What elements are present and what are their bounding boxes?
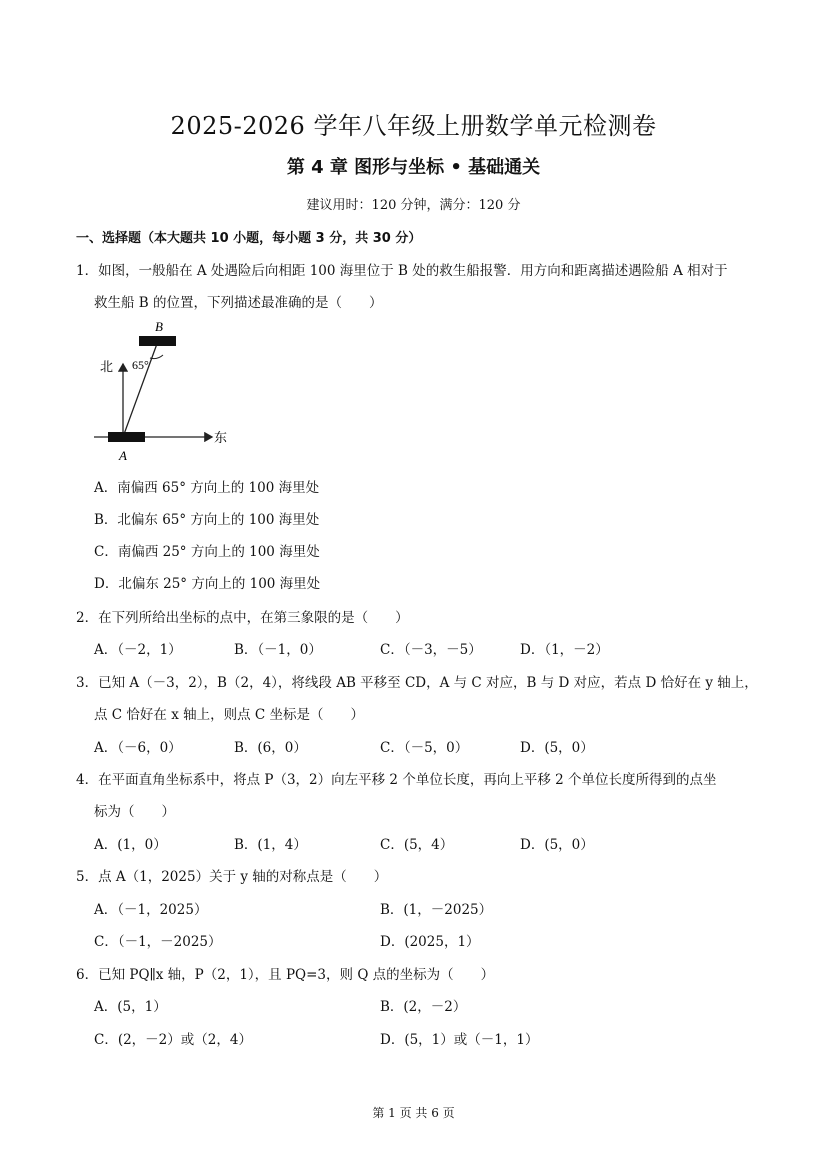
question-5-option-a[interactable]: A．（－1，2025）	[94, 902, 208, 918]
question-3-option-d[interactable]: D．(5，0）	[520, 740, 594, 756]
question-1-option-a[interactable]: A．南偏西 65° 方向上的 100 海里处	[94, 480, 320, 496]
question-3-option-c[interactable]: C．（－5，0）	[380, 740, 469, 756]
question-6-option-b[interactable]: B．(2，－2）	[380, 999, 467, 1015]
ship-b-shape	[139, 336, 176, 346]
label-a: A	[119, 448, 127, 463]
question-6-option-a[interactable]: A．(5，1）	[94, 999, 167, 1015]
question-4-option-a[interactable]: A．(1，0）	[94, 837, 167, 853]
question-6-line-1: 6．已知 PQ∥x 轴，P（2，1），且 PQ=3，则 Q 点的坐标为（ ）	[76, 967, 495, 983]
question-2-option-d[interactable]: D．（1，－2）	[520, 642, 609, 658]
ship-a-shape	[108, 432, 145, 442]
exam-meta: 建议用时：120 分钟，满分：120 分	[306, 198, 521, 213]
question-4-option-c[interactable]: C．(5，4）	[380, 837, 454, 853]
question-6-option-c[interactable]: C．(2，－2）或（2，4）	[94, 1032, 252, 1048]
compass-direction-figure	[86, 318, 236, 468]
question-5-option-b[interactable]: B．(1，－2025）	[380, 902, 493, 918]
question-3-option-b[interactable]: B．(6，0）	[234, 740, 307, 756]
question-1-option-d[interactable]: D．北偏东 25° 方向上的 100 海里处	[94, 576, 321, 592]
question-4-option-b[interactable]: B．(1，4）	[234, 837, 307, 853]
question-3-option-a[interactable]: A．（－6，0）	[94, 740, 182, 756]
question-4-option-d[interactable]: D．(5，0）	[520, 837, 594, 853]
page-footer: 第 1 页 共 6 页	[372, 1106, 455, 1120]
question-4-line-1: 4．在平面直角坐标系中，将点 P（3，2）向左平移 2 个单位长度，再向上平移 2 个单位长度所得到的点坐	[76, 772, 717, 788]
question-2-option-b[interactable]: B．（－1，0）	[234, 642, 322, 658]
question-4-line-2: 标为（ ）	[94, 804, 175, 820]
label-b: B	[155, 319, 163, 334]
question-6-option-d[interactable]: D．(5，1）或（－1，1）	[380, 1032, 539, 1048]
question-5-option-c[interactable]: C．（－1，－2025）	[94, 934, 222, 950]
question-2-line-1: 2．在下列所给出坐标的点中，在第三象限的是（ ）	[76, 610, 409, 626]
page-subtitle: 第 4 章 图形与坐标 • 基础通关	[286, 157, 541, 178]
line-a-to-b	[123, 341, 158, 437]
north-label: 北	[100, 360, 114, 375]
east-label: 东	[214, 431, 228, 446]
question-1-option-b[interactable]: B．北偏东 65° 方向上的 100 海里处	[94, 512, 320, 528]
question-1-option-c[interactable]: C．南偏西 25° 方向上的 100 海里处	[94, 544, 320, 560]
page-title: 2025-2026 学年八年级上册数学单元检测卷	[170, 112, 657, 140]
question-1-line-2: 救生船 B 的位置，下列描述最准确的是（ ）	[94, 295, 383, 311]
angle-label: 65°	[132, 358, 149, 372]
question-5-line-1: 5．点 A（1，2025）关于 y 轴的对称点是（ ）	[76, 869, 388, 885]
question-1-line-1: 1．如图，一般船在 A 处遇险后向相距 100 海里位于 B 处的救生船报警．用方向和距离描述遇险船 A 相对于	[76, 263, 728, 279]
question-2-option-c[interactable]: C．（－3，－5）	[380, 642, 482, 658]
section-heading: 一、选择题（本大题共 10 小题，每小题 3 分，共 30 分）	[76, 231, 422, 246]
question-3-line-1: 3．已知 A（－3，2），B（2，4），将线段 AB 平移至 CD，A 与 C 对应，B 与 D 对应，若点 D 恰好在 y 轴上，	[76, 675, 758, 691]
question-2-option-a[interactable]: A．（－2，1）	[94, 642, 182, 658]
question-3-line-2: 点 C 恰好在 x 轴上，则点 C 坐标是（ ）	[94, 707, 365, 723]
question-5-option-d[interactable]: D．(2025，1）	[380, 934, 480, 950]
